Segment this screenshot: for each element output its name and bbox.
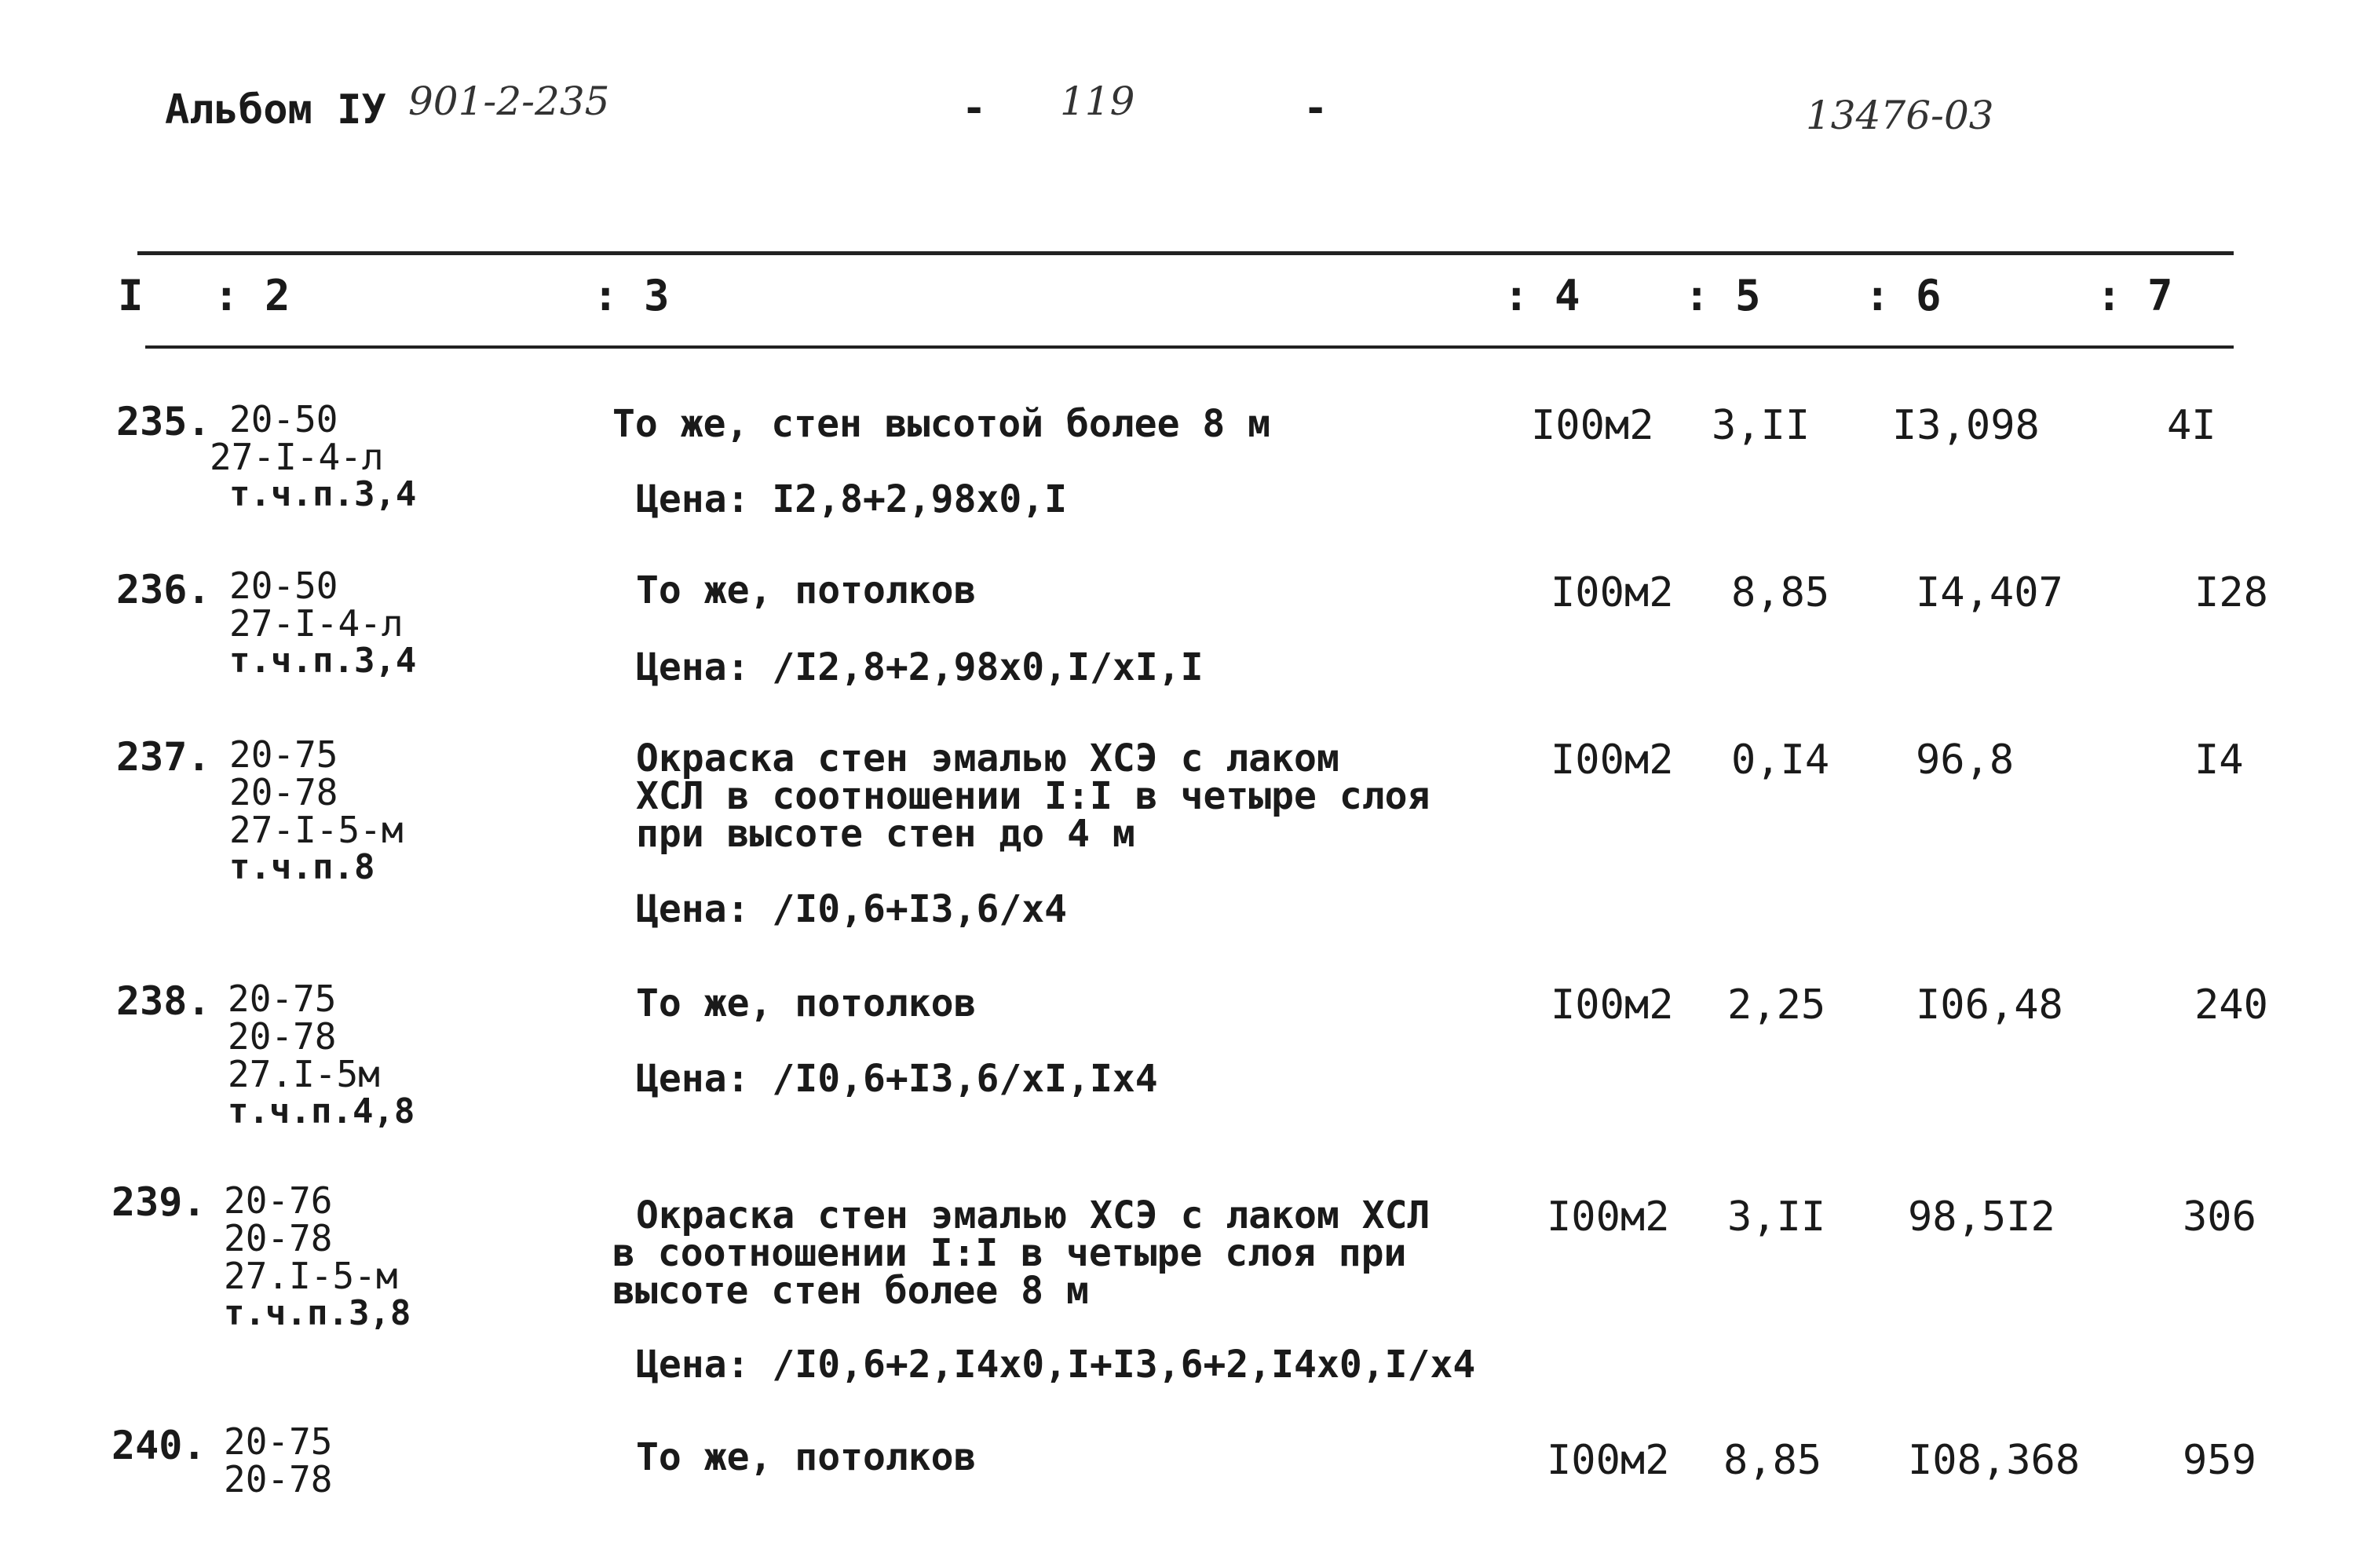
table-top-rule (137, 251, 2234, 255)
norm-codes (229, 567, 416, 680)
price-formula: Цена: /I0,6+2,I4х0,I+I3,6+2,I4х0,I/х4 (636, 1343, 1476, 1387)
column-number: : 2 (214, 271, 290, 320)
column-header-rule (145, 345, 2234, 349)
price-formula: Цена: /I2,8+2,98х0,I/хI,I (636, 645, 1204, 689)
description-line: Окраска стен эмалью ХСЭ с лаком (636, 736, 1339, 780)
work-description (612, 1193, 1430, 1313)
total-cost: 240 (2194, 981, 2268, 1029)
norm-codes (224, 1420, 333, 1500)
quantity: 0,I4 (1731, 736, 1830, 784)
norm-codes (224, 1179, 411, 1333)
column-number: : 4 (1504, 271, 1580, 320)
unit: I00м2 (1547, 1193, 1670, 1241)
unit: I00м2 (1551, 569, 1674, 616)
unit-cost: I08,368 (1908, 1437, 2081, 1484)
row-number: 238. (116, 978, 211, 1024)
quantity: 8,85 (1731, 569, 1830, 616)
header-dash-left: - (962, 85, 987, 132)
norm-code: 20-78 (224, 1217, 333, 1259)
page-number: 119 (1060, 79, 1135, 124)
quantity: 3,II (1712, 402, 1810, 449)
unit-cost: 98,5I2 (1908, 1193, 2055, 1241)
unit: I00м2 (1531, 402, 1654, 449)
total-cost: I28 (2194, 569, 2268, 616)
price-formula: Цена: I2,8+2,98х0,I (636, 477, 1068, 521)
quantity: 8,85 (1723, 1437, 1822, 1484)
norm-code: 20-76 (224, 1179, 333, 1222)
unit: I00м2 (1551, 736, 1674, 784)
work-description (636, 981, 977, 1025)
price-formula: Цена: /I0,6+I3,6/хI,Iх4 (636, 1057, 1158, 1101)
work-description (636, 1435, 977, 1479)
norm-code: 20-75 (228, 978, 337, 1020)
column-number: I (118, 271, 144, 320)
norm-code: 20-75 (224, 1420, 333, 1463)
norm-code: 27-I-5-м (229, 809, 404, 851)
total-cost: 306 (2183, 1193, 2256, 1241)
norm-code: 20-78 (224, 1458, 333, 1500)
description-line: То же, потолков (636, 568, 977, 612)
unit-cost: I3,098 (1892, 402, 2040, 449)
description-line: То же, потолков (636, 981, 977, 1025)
norm-code: 20-75 (229, 733, 338, 776)
norm-codes (210, 398, 417, 514)
total-cost: 4I (2167, 402, 2216, 449)
description-line: То же, потолков (636, 1435, 977, 1479)
document-code: 13476-03 (1806, 93, 1994, 138)
description-line: Окраска стен эмалью ХСЭ с лаком ХСЛ (636, 1193, 1430, 1237)
price-formula: Цена: /I0,6+I3,6/х4 (636, 887, 1068, 931)
norm-code: т.ч.п.8 (229, 847, 375, 887)
norm-code: 20-78 (229, 771, 338, 813)
series-code: 901-2-235 (408, 79, 610, 124)
norm-code: т.ч.п.4,8 (228, 1091, 415, 1131)
row-number: 236. (116, 567, 211, 612)
description-line: при высоте стен до 4 м (636, 812, 1135, 856)
work-description (636, 568, 977, 612)
description-line: в соотношении I:I в четыре слоя при (612, 1231, 1407, 1275)
description-line: высоте стен более 8 м (612, 1269, 1089, 1313)
description-line: ХСЛ в соотношении I:I в четыре слоя (636, 774, 1430, 818)
norm-code: 20-78 (228, 1015, 337, 1058)
work-description (636, 736, 1430, 856)
quantity: 3,II (1727, 1193, 1826, 1241)
unit: I00м2 (1551, 981, 1674, 1029)
column-number: : 7 (2096, 271, 2173, 320)
norm-codes (228, 980, 415, 1131)
norm-code: 27.I-5м (228, 1053, 380, 1095)
row-number: 240. (111, 1423, 206, 1468)
unit-cost: 96,8 (1916, 736, 2015, 784)
column-number: : 6 (1865, 271, 1942, 320)
unit-cost: I4,407 (1916, 569, 2063, 616)
norm-code: 27-I-4-л (210, 436, 384, 478)
norm-code: 27.I-5-м (224, 1255, 398, 1297)
total-cost: I4 (2194, 736, 2244, 784)
unit: I00м2 (1547, 1437, 1670, 1484)
work-description (612, 402, 1271, 446)
row-number: 237. (116, 734, 211, 780)
norm-code: 20-50 (229, 565, 338, 607)
norm-codes (229, 733, 404, 887)
norm-code: т.ч.п.3,4 (229, 474, 417, 514)
row-number: 235. (116, 399, 211, 444)
norm-code: 27-I-4-л (229, 602, 404, 645)
quantity: 2,25 (1727, 981, 1826, 1029)
column-number: : 3 (593, 271, 670, 320)
description-line: То же, стен высотой более 8 м (612, 402, 1271, 446)
norm-code: т.ч.п.3,8 (224, 1293, 411, 1333)
header-dash-right: - (1303, 85, 1328, 132)
total-cost: 959 (2183, 1437, 2256, 1484)
norm-code: т.ч.п.3,4 (229, 641, 417, 681)
row-number: 239. (111, 1179, 206, 1225)
album-label: Альбом IУ (165, 86, 386, 133)
unit-cost: I06,48 (1916, 981, 2063, 1029)
column-number: : 5 (1684, 271, 1761, 320)
norm-code: 20-50 (229, 398, 338, 440)
